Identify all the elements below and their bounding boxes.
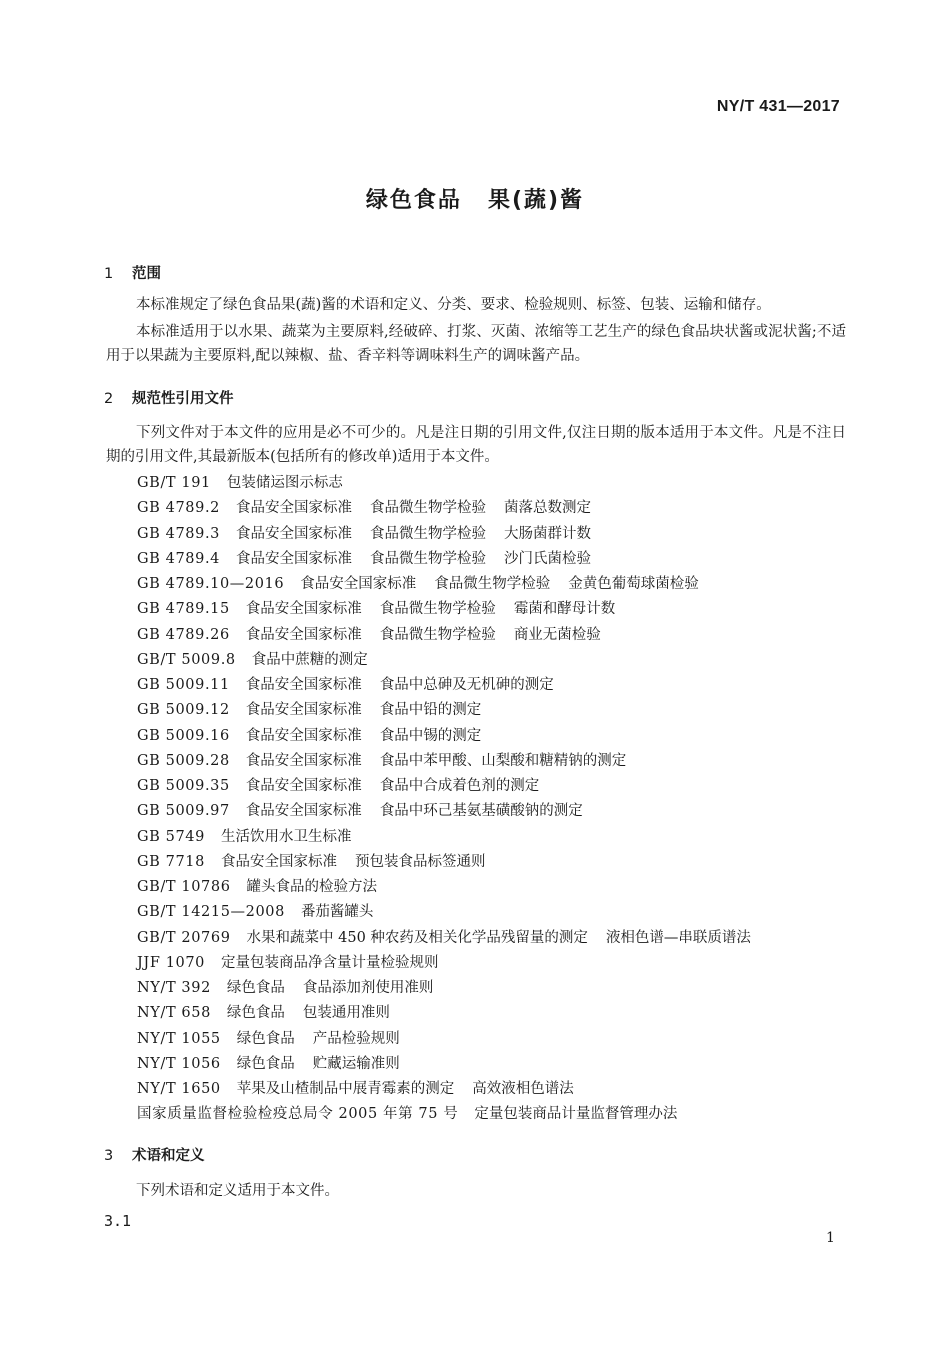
reference-item [137,976,751,1001]
reference-item [137,926,751,951]
reference-code: JJF 1070 [137,954,205,971]
reference-title: 食品安全国家标准 [245,626,362,643]
reference-code: GB 5009.11 [137,677,230,693]
reference-item [137,496,751,521]
reference-title: 食品微生物学检验 [379,626,496,643]
reference-title: 高效液相色谱法 [472,1081,574,1097]
reference-item [137,1027,751,1052]
reference-title: 绿色食品 [236,1055,295,1072]
section-3-intro: 下列术语和定义适用于本文件。 [136,1183,339,1199]
reference-item [137,1052,751,1077]
reference-title: 食品微生物学检验 [434,576,551,592]
reference-title: 食品安全国家标准 [300,576,417,592]
reference-title: 食品中合成着色剂的测定 [379,778,540,794]
reference-title: 金黄色葡萄球菌检验 [568,576,699,592]
reference-title: 贮藏运输准则 [312,1055,400,1072]
reference-item [137,724,751,749]
reference-title: 食品安全国家标准 [235,525,352,542]
reference-title: 绿色食品 [226,980,285,996]
section-3-title: 术语和定义 [132,1148,205,1164]
reference-title: 食品安全国家标准 [245,677,362,693]
standard-number: NY/T 431—2017 [716,98,840,115]
reference-item [137,774,751,799]
page-number: 1 [826,1230,835,1246]
reference-title: 食品安全国家标准 [245,803,362,820]
reference-code: NY/T 658 [137,1005,211,1022]
reference-title: 罐头食品的检验方法 [246,879,378,895]
reference-title: 食品中苯甲酸、山梨酸和糖精钠的测定 [379,752,627,769]
reference-code: GB 5009.97 [137,803,230,820]
reference-title: 食品安全国家标准 [245,727,362,744]
reference-title: 食品微生物学检验 [369,500,486,517]
reference-code: GB 5009.28 [137,752,230,769]
reference-code: GB 5009.16 [137,727,230,744]
section-2-heading [104,387,234,408]
reference-item [137,597,751,622]
reference-code: GB 5749 [137,828,205,845]
section-1-paragraph-1: 本标准规定了绿色食品果(蔬)酱的术语和定义、分类、要求、检验规则、标签、包装、运输和储存。 [136,297,771,313]
reference-title: 液相色谱—串联质谱法 [605,929,751,946]
reference-title: 定量包装商品计量监督管理办法 [474,1106,678,1123]
reference-title: 大肠菌群计数 [503,525,591,542]
reference-title: 产品检验规则 [312,1030,400,1047]
reference-item [137,1102,751,1127]
reference-title: 生活饮用水卫生标准 [220,828,352,845]
reference-code: GB 4789.15 [137,601,230,618]
reference-item [137,623,751,648]
reference-title: 定量包装商品净含量计量检验规则 [221,954,439,971]
reference-title: 食品安全国家标准 [220,853,337,870]
section-1-number: 1 [104,266,114,282]
reference-code: GB/T 191 [137,475,211,491]
reference-code: NY/T 1056 [137,1055,221,1072]
reference-title: 苹果及山楂制品中展青霉素的测定 [236,1081,455,1097]
reference-item [137,749,751,774]
reference-title: 食品中锡的测定 [379,727,482,744]
reference-code: GB 7718 [137,853,205,870]
reference-title: 食品添加剂使用准则 [302,980,434,996]
reference-title: 绿色食品 [226,1005,285,1022]
reference-item [137,698,751,723]
reference-code: NY/T 1055 [137,1030,221,1047]
reference-title: 食品安全国家标准 [235,500,352,517]
reference-item [137,850,751,875]
reference-title: 食品微生物学检验 [369,525,486,542]
title-part-1: 绿色食品 [365,188,462,213]
reference-code: GB/T 14215—2008 [137,904,285,921]
section-1-paragraph-2: 本标准适用于以水果、蔬菜为主要原料,经破碎、打浆、灭菌、浓缩等工艺生产的绿色食品块状酱或泥状酱;不适用于以果蔬为主要原料,配以辣椒、盐、香辛料等调味料生产的调味酱产品。 [106,324,846,364]
reference-item [137,951,751,976]
reference-title: 商业无菌检验 [513,626,601,643]
reference-title: 菌落总数测定 [503,500,591,517]
section-2-title: 规范性引用文件 [132,391,234,407]
section-2-number: 2 [104,391,114,407]
reference-item [137,900,751,925]
reference-title: 水果和蔬菜中 450 种农药及相关化学品残留量的测定 [246,929,588,946]
section-3-number: 3 [104,1148,114,1164]
reference-item [137,547,751,572]
reference-item [137,522,751,547]
reference-title: 绿色食品 [236,1030,295,1047]
section-1-title: 范围 [132,266,161,282]
reference-item [137,471,751,496]
reference-code: NY/T 392 [137,980,211,996]
reference-code: GB 4789.26 [137,626,230,643]
reference-code: GB/T 10786 [137,879,231,895]
reference-item [137,825,751,850]
reference-code: GB 5009.35 [137,778,230,794]
reference-item [137,648,751,673]
reference-title: 食品微生物学检验 [369,550,486,567]
section-2-intro: 下列文件对于本文件的应用是必不可少的。凡是注日期的引用文件,仅注日期的版本适用于本文件。凡是不注日期的引用文件,其最新版本(包括所有的修改单)适用于本文件。 [106,425,846,465]
reference-code: NY/T 1650 [137,1081,221,1097]
reference-code: GB/T 5009.8 [137,651,236,668]
reference-title: 预包装食品标签通则 [354,853,486,870]
reference-title: 番茄酱罐头 [300,904,374,921]
reference-title: 食品安全国家标准 [235,550,352,567]
reference-title: 霉菌和酵母计数 [513,601,616,618]
reference-list [137,471,751,1128]
reference-code: GB 4789.4 [137,550,220,567]
reference-code: GB 4789.10—2016 [137,576,285,592]
reference-code: GB 4789.2 [137,500,220,517]
document-title [0,183,950,214]
reference-title: 食品安全国家标准 [245,702,362,719]
reference-title: 食品中铅的测定 [379,702,482,719]
reference-title: 食品中总砷及无机砷的测定 [379,677,554,693]
reference-code: GB 4789.3 [137,525,220,542]
reference-code: GB 5009.12 [137,702,230,719]
title-part-2: 果(蔬)酱 [487,188,585,213]
reference-item [137,572,751,597]
reference-title: 食品安全国家标准 [245,778,362,794]
reference-title: 食品中环己基氨基磺酸钠的测定 [379,803,583,820]
reference-title: 沙门氏菌检验 [503,550,591,567]
reference-item [137,673,751,698]
reference-item [137,1001,751,1026]
reference-title: 食品安全国家标准 [245,601,362,618]
reference-item [137,799,751,824]
reference-item [137,875,751,900]
reference-title: 食品安全国家标准 [245,752,362,769]
section-3-heading [104,1144,205,1165]
clause-number: 3.1 [104,1212,132,1230]
reference-title: 食品微生物学检验 [379,601,496,618]
reference-item [137,1077,751,1102]
reference-code: GB/T 20769 [137,929,231,946]
reference-title: 食品中蔗糖的测定 [251,651,368,668]
reference-code: 国家质量监督检验检疫总局令 2005 年第 75 号 [137,1106,459,1123]
reference-title: 包装通用准则 [302,1005,390,1022]
section-1-heading [104,262,161,283]
reference-title: 包装储运图示标志 [226,475,343,491]
